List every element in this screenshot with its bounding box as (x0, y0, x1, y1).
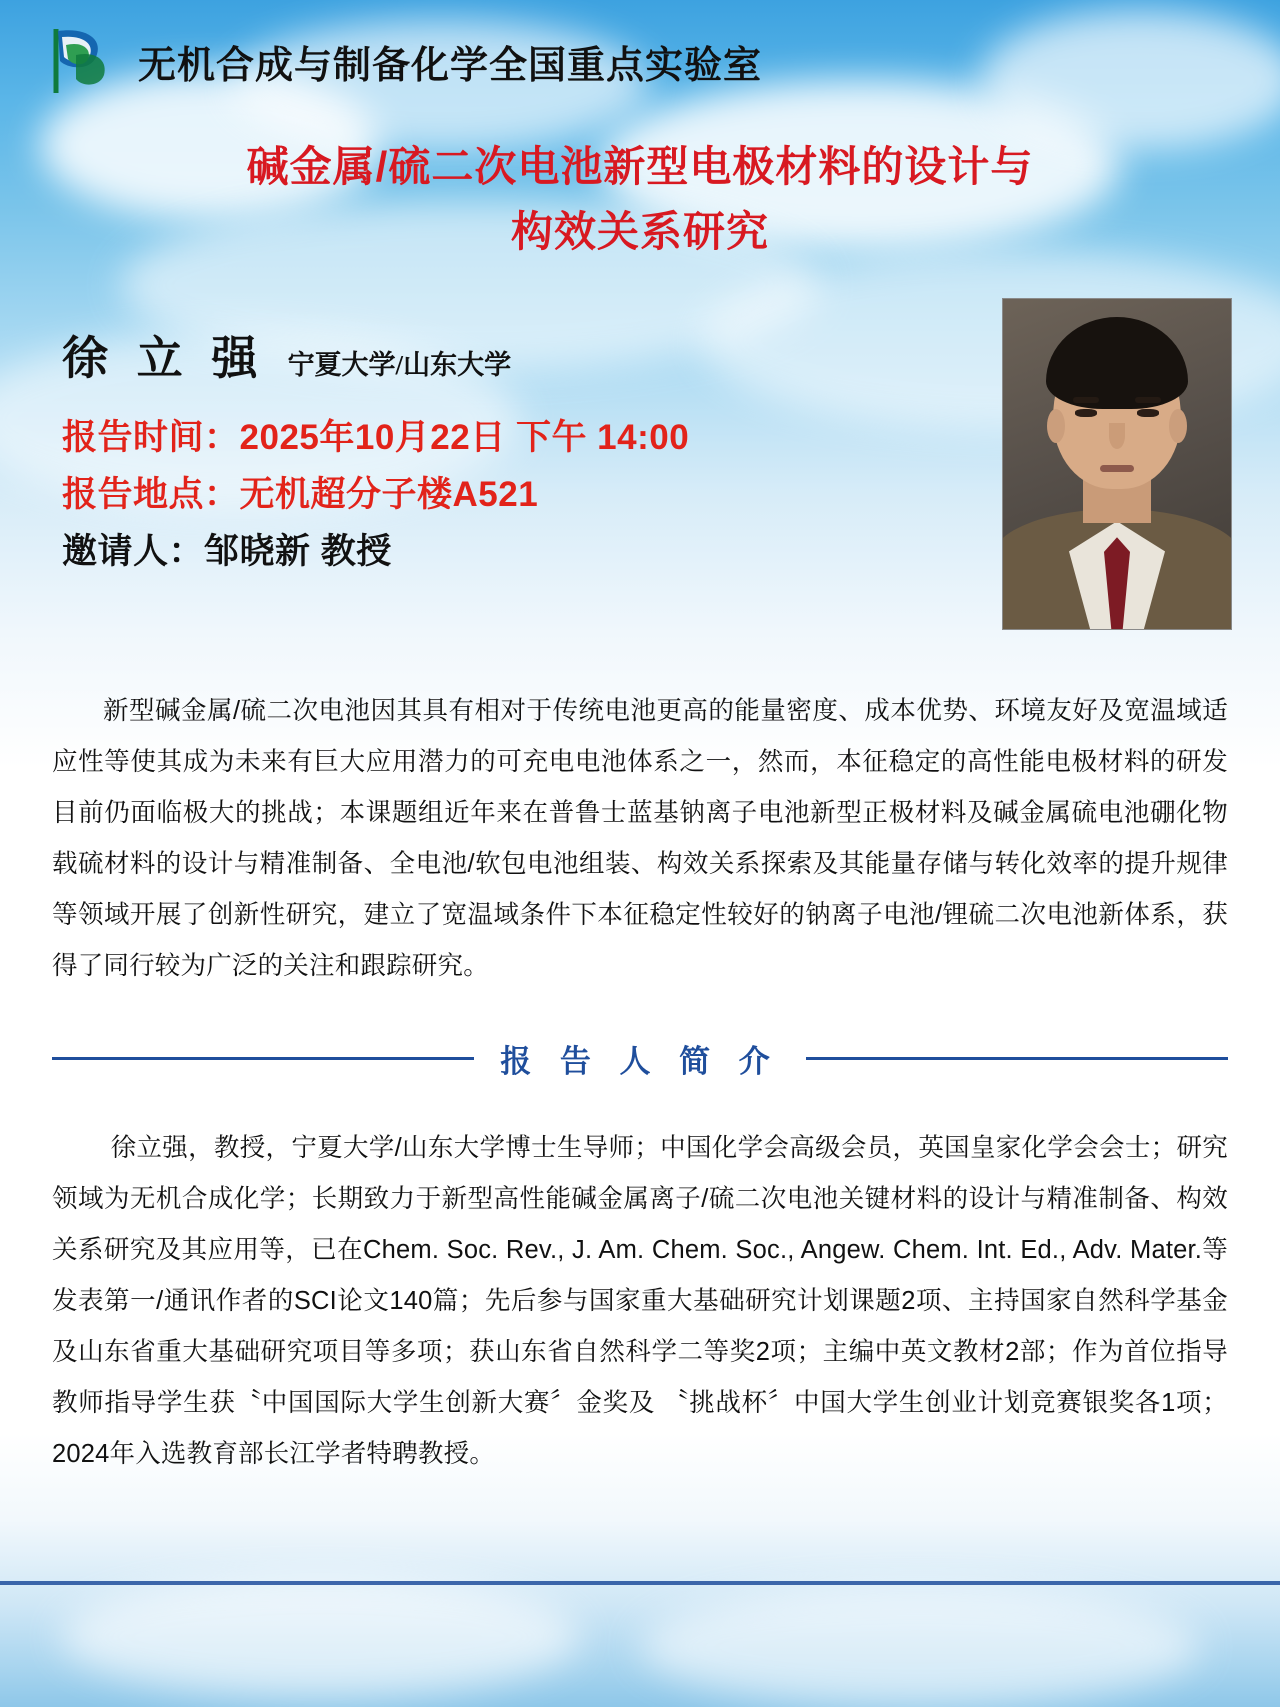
speaker-details (62, 298, 990, 580)
lab-logo-icon (46, 25, 120, 97)
talk-host-value: 邹晓新 教授 (204, 531, 392, 571)
divider-rule-left (52, 1057, 474, 1060)
talk-place-label: 报告地点： (62, 474, 240, 514)
speaker-affiliation: 宁夏大学/山东大学 (287, 350, 512, 381)
speaker-name: 徐 立 强 (62, 332, 266, 385)
talk-time-line (62, 410, 990, 467)
talk-host-line (62, 524, 990, 581)
speaker-portrait (1002, 298, 1232, 630)
talk-title-line-2: 构效关系研究 (510, 208, 769, 256)
bio-section-heading: 报 告 人 简 介 (500, 1044, 780, 1080)
bio-section-divider (52, 1036, 1228, 1081)
talk-title (0, 134, 1280, 264)
talk-place-line (62, 467, 990, 524)
talk-host-label: 邀请人： (62, 531, 205, 571)
talk-time-value: 2025年10月22日 下午 14:00 (239, 418, 690, 458)
footer-rule (0, 1581, 1280, 1585)
talk-time-label: 报告时间： (62, 418, 240, 458)
talk-place-value: 无机超分子楼A521 (239, 474, 539, 514)
cloud-decoration (640, 1587, 1200, 1707)
lab-title: 无机合成与制备化学全国重点实验室 (138, 44, 763, 87)
cloud-decoration (60, 1577, 580, 1697)
speaker-block (0, 298, 1280, 630)
talk-title-line-1: 碱金属/硫二次电池新型电极材料的设计与 (246, 143, 1034, 190)
divider-rule-right (806, 1057, 1228, 1060)
abstract-paragraph: 新型碱金属/硫二次电池因其具有相对于传统电池更高的能量密度、成本优势、环境友好及宽温域适应性等使其成为未来有巨大应用潜力的可充电电池体系之一，然而，本征稳定的高性能电极材料的研发目前仍面临极大的挑战；本课题组近年来在普鲁士蓝基钠离子电池新型正极材料及碱金属硫电池硼化物载硫材料的设计与精准制备、全电池/软包电池组装、构效关系探索及其能量存储与转化效率的提升规律等领域开展了创新性研究，建立了宽温域条件下本征稳定性较好的钠离子电池/锂硫二次电池新体系，获得了同行较为广泛的关注和跟踪研究。 (52, 697, 1228, 981)
speaker-name-row (62, 322, 990, 388)
poster-header (0, 0, 1280, 92)
speaker-bio-paragraph: 徐立强，教授，宁夏大学/山东大学博士生导师；中国化学会高级会员，英国皇家化学会会士；研究领域为无机合成化学；长期致力于新型高性能碱金属离子/硫二次电池关键材料的设计与精准制备、构效关系研究及其应用等，已在Chem. Soc. Rev., J. Am. Chem. Soc., Angew. Chem. Int. Ed., Adv. Mater.等发表第一/通讯作者的SCI论文140篇；先后参与国家重大基础研究计划课题2项、主持国家自然科学基金及山东省重大基础研究项目等多项；获山东省自然科学二等奖2项；主编中英文教材2部；作为首位指导教师指导学生获〝中国国际大学生创新大赛〞金奖及 〝挑战杯〞中国大学生创业计划竞赛银奖各1项；2024年入选教育部长江学者特聘教授。 (52, 1134, 1228, 1469)
